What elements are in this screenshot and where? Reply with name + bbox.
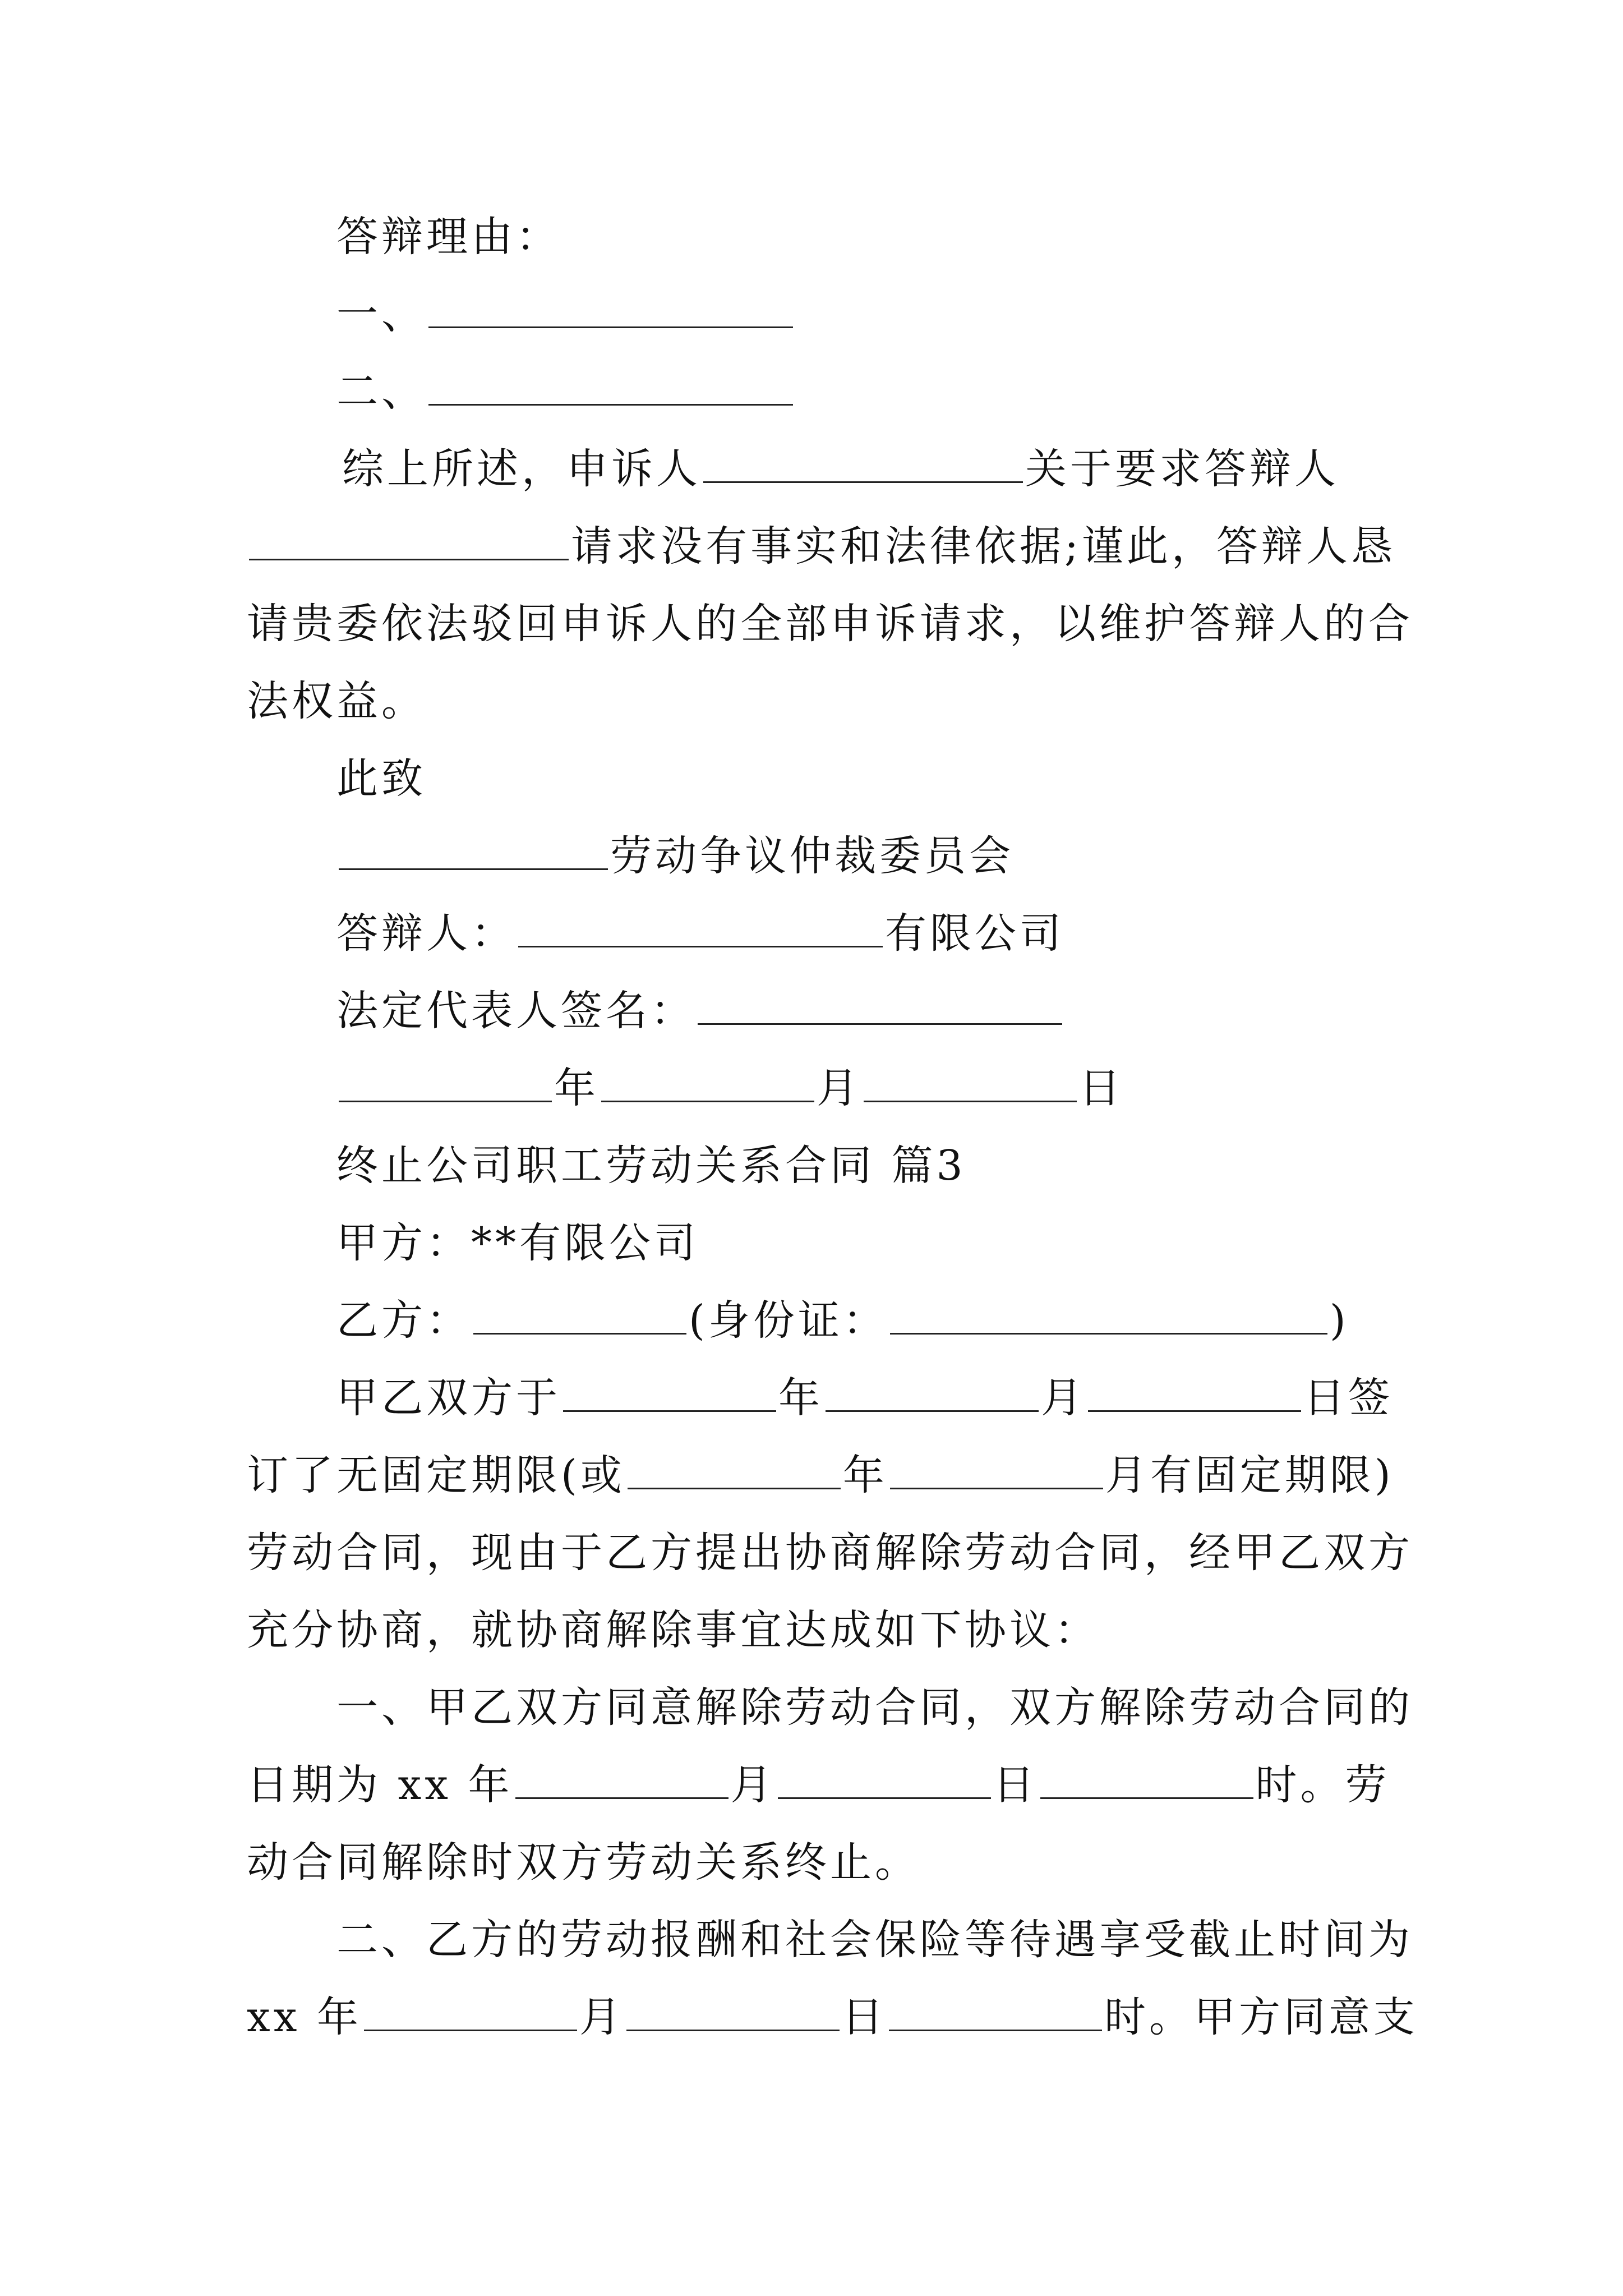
blank-field [890, 1296, 1327, 1335]
text: 年 [778, 1374, 823, 1422]
line-body-3 [0, 1525, 1623, 1581]
text: 终止公司职工劳动关系合同 篇3 [336, 1142, 966, 1190]
text: 综上所述，申诉人 [342, 445, 701, 493]
text: 年 [842, 1451, 888, 1499]
blank-field [1040, 1760, 1253, 1799]
blank-field [601, 1064, 814, 1102]
text: 时。劳 [1255, 1761, 1390, 1809]
text: 时。甲方同意支 [1104, 1993, 1418, 2041]
text: 日签 [1303, 1374, 1393, 1422]
text: 日 [1079, 1064, 1124, 1112]
text: 法定代表人签名： [336, 987, 695, 1035]
line-body-1 [0, 1370, 1623, 1426]
line-clause-1c [0, 1834, 1623, 1890]
blank-field [339, 1064, 552, 1102]
blank-field [1088, 1373, 1301, 1412]
blank-field [428, 289, 793, 328]
line-clause-1b [0, 1757, 1623, 1813]
text: 甲乙双方于 [336, 1374, 561, 1422]
line-date [0, 1060, 1623, 1116]
text: 日 [993, 1761, 1038, 1809]
text: 关于要求答辩人 [1025, 445, 1339, 493]
text: 日 [842, 1993, 887, 2041]
line-summary-1 [0, 441, 1623, 497]
blank-field [890, 1451, 1103, 1489]
line-reason-one [0, 286, 1623, 342]
blank-field [249, 522, 569, 560]
text: 一、甲乙双方同意解除劳动合同，双方解除劳动合同的 [336, 1683, 1413, 1732]
text: xx 年 [247, 1993, 362, 2041]
line-party-a [0, 1215, 1623, 1271]
text: 乙方： [336, 1296, 471, 1345]
blank-field [626, 1993, 840, 2031]
blank-field [428, 367, 793, 406]
text: 劳动争议仲裁委员会 [610, 832, 1014, 880]
text: 充分协商，就协商解除事宜达成如下协议： [247, 1606, 1099, 1654]
line-summary-2 [0, 518, 1623, 574]
line-salutation [0, 751, 1623, 807]
text: 月有固定期限) [1105, 1451, 1394, 1499]
blank-field [703, 444, 1023, 483]
blank-field [826, 1373, 1039, 1412]
text: ) [1329, 1296, 1349, 1345]
text: 甲方：**有限公司 [336, 1219, 699, 1267]
text: 二、乙方的劳动报酬和社会保险等待遇享受截止时间为 [336, 1916, 1413, 1964]
blank-field [864, 1064, 1077, 1102]
line-body-2 [0, 1447, 1623, 1503]
blank-field [515, 1760, 728, 1799]
text: 有限公司 [885, 909, 1064, 958]
line-summary-3 [0, 596, 1623, 652]
text: 订了无固定期限(或 [247, 1451, 625, 1499]
line-reason-two [0, 364, 1623, 420]
text: (身份证： [689, 1296, 888, 1345]
text: 月 [817, 1064, 861, 1112]
line-clause-1a [0, 1680, 1623, 1736]
blank-field [778, 1760, 991, 1799]
text: 月 [1041, 1374, 1086, 1422]
line-committee [0, 828, 1623, 884]
text: 年 [554, 1064, 599, 1112]
text: 答辩理由： [336, 213, 561, 261]
text: 请求没有事实和法律依据;谨此，答辩人恳 [571, 522, 1396, 570]
line-defense-reasons-heading [0, 209, 1623, 265]
text: 一、 [336, 290, 426, 338]
line-body-4 [0, 1602, 1623, 1658]
blank-field [563, 1373, 776, 1412]
line-legal-rep-signature [0, 983, 1623, 1039]
text: 劳动合同，现由于乙方提出协商解除劳动合同，经甲乙双方 [247, 1529, 1413, 1577]
line-party-b [0, 1292, 1623, 1349]
blank-field [339, 831, 608, 870]
blank-field [628, 1451, 841, 1489]
blank-field [364, 1993, 577, 2031]
line-summary-4 [0, 673, 1623, 729]
text: 日期为 xx 年 [247, 1761, 513, 1809]
blank-field [889, 1993, 1102, 2031]
blank-field [518, 909, 883, 947]
blank-field [698, 986, 1062, 1025]
line-clause-2b [0, 1989, 1623, 2045]
line-respondent [0, 905, 1623, 961]
line-clause-2a [0, 1912, 1623, 1968]
text: 月 [579, 1993, 624, 2041]
line-contract-title [0, 1138, 1623, 1194]
text: 法权益。 [247, 677, 426, 725]
text: 二、 [336, 367, 426, 416]
text: 答辩人： [336, 909, 516, 958]
text: 动合同解除时双方劳动关系终止。 [247, 1838, 920, 1887]
text: 此致 [336, 754, 426, 803]
blank-field [473, 1296, 686, 1335]
text: 月 [730, 1761, 776, 1809]
text: 请贵委依法驳回申诉人的全部申诉请求，以维护答辩人的合 [247, 600, 1413, 648]
